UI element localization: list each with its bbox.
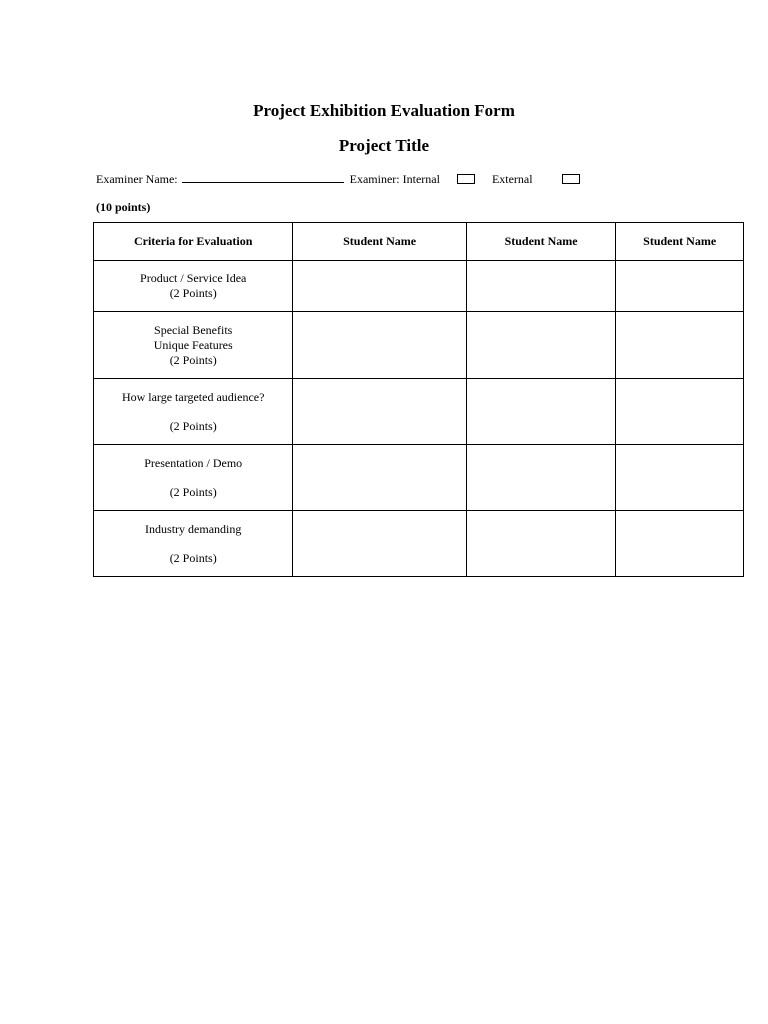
score-cell[interactable] xyxy=(466,261,616,312)
examiner-type-label: Examiner: Internal xyxy=(349,172,440,186)
table-row xyxy=(94,445,744,511)
score-cell[interactable] xyxy=(466,312,616,379)
score-cell[interactable] xyxy=(616,511,744,577)
score-cell[interactable] xyxy=(293,445,466,511)
criteria-label: Product / Service Idea xyxy=(140,271,247,285)
criteria-cell xyxy=(94,261,293,312)
score-cell[interactable] xyxy=(293,261,466,312)
project-title: Project Title xyxy=(338,136,430,155)
score-cell[interactable] xyxy=(293,379,466,445)
total-points-note: (10 points) xyxy=(96,200,151,214)
external-checkbox[interactable] xyxy=(562,174,580,184)
criteria-label: How large targeted audience? xyxy=(121,389,265,404)
internal-checkbox[interactable] xyxy=(457,174,475,184)
table-row xyxy=(94,511,744,577)
examiner-name-blank[interactable] xyxy=(182,170,344,183)
evaluation-table xyxy=(93,222,744,577)
criteria-label: Unique Features xyxy=(153,337,233,352)
criteria-label: Special Benefits xyxy=(154,322,233,337)
header-student-name: Student Name xyxy=(466,223,616,261)
score-cell[interactable] xyxy=(466,445,616,511)
score-cell[interactable] xyxy=(616,312,744,379)
table-row xyxy=(94,261,744,312)
examiner-name-label: Examiner Name: xyxy=(96,172,178,186)
header-student-name: Student Name xyxy=(616,223,744,261)
table-row xyxy=(94,379,744,445)
score-cell[interactable] xyxy=(466,379,616,445)
score-cell[interactable] xyxy=(616,379,744,445)
criteria-label: Industry demanding xyxy=(145,521,242,536)
criteria-points: (2 Points) xyxy=(169,352,217,367)
score-cell[interactable] xyxy=(293,312,466,379)
external-label: External xyxy=(491,172,533,186)
criteria-cell xyxy=(94,312,293,379)
table-row xyxy=(94,312,744,379)
criteria-cell xyxy=(94,445,293,511)
criteria-points: (2 Points) xyxy=(169,286,217,300)
score-cell[interactable] xyxy=(466,511,616,577)
criteria-points: (2 Points) xyxy=(169,418,217,433)
score-cell[interactable] xyxy=(616,445,744,511)
table-header-row xyxy=(94,223,744,261)
header-student-name: Student Name xyxy=(293,223,466,261)
score-cell[interactable] xyxy=(616,261,744,312)
criteria-cell xyxy=(94,379,293,445)
score-cell[interactable] xyxy=(293,511,466,577)
criteria-points: (2 Points) xyxy=(169,484,217,499)
criteria-label: Presentation / Demo xyxy=(144,455,243,470)
header-criteria: Criteria for Evaluation xyxy=(94,223,293,261)
examiner-line xyxy=(96,170,580,187)
criteria-cell xyxy=(94,511,293,577)
form-title: Project Exhibition Evaluation Form xyxy=(253,101,515,120)
criteria-points: (2 Points) xyxy=(169,550,217,565)
